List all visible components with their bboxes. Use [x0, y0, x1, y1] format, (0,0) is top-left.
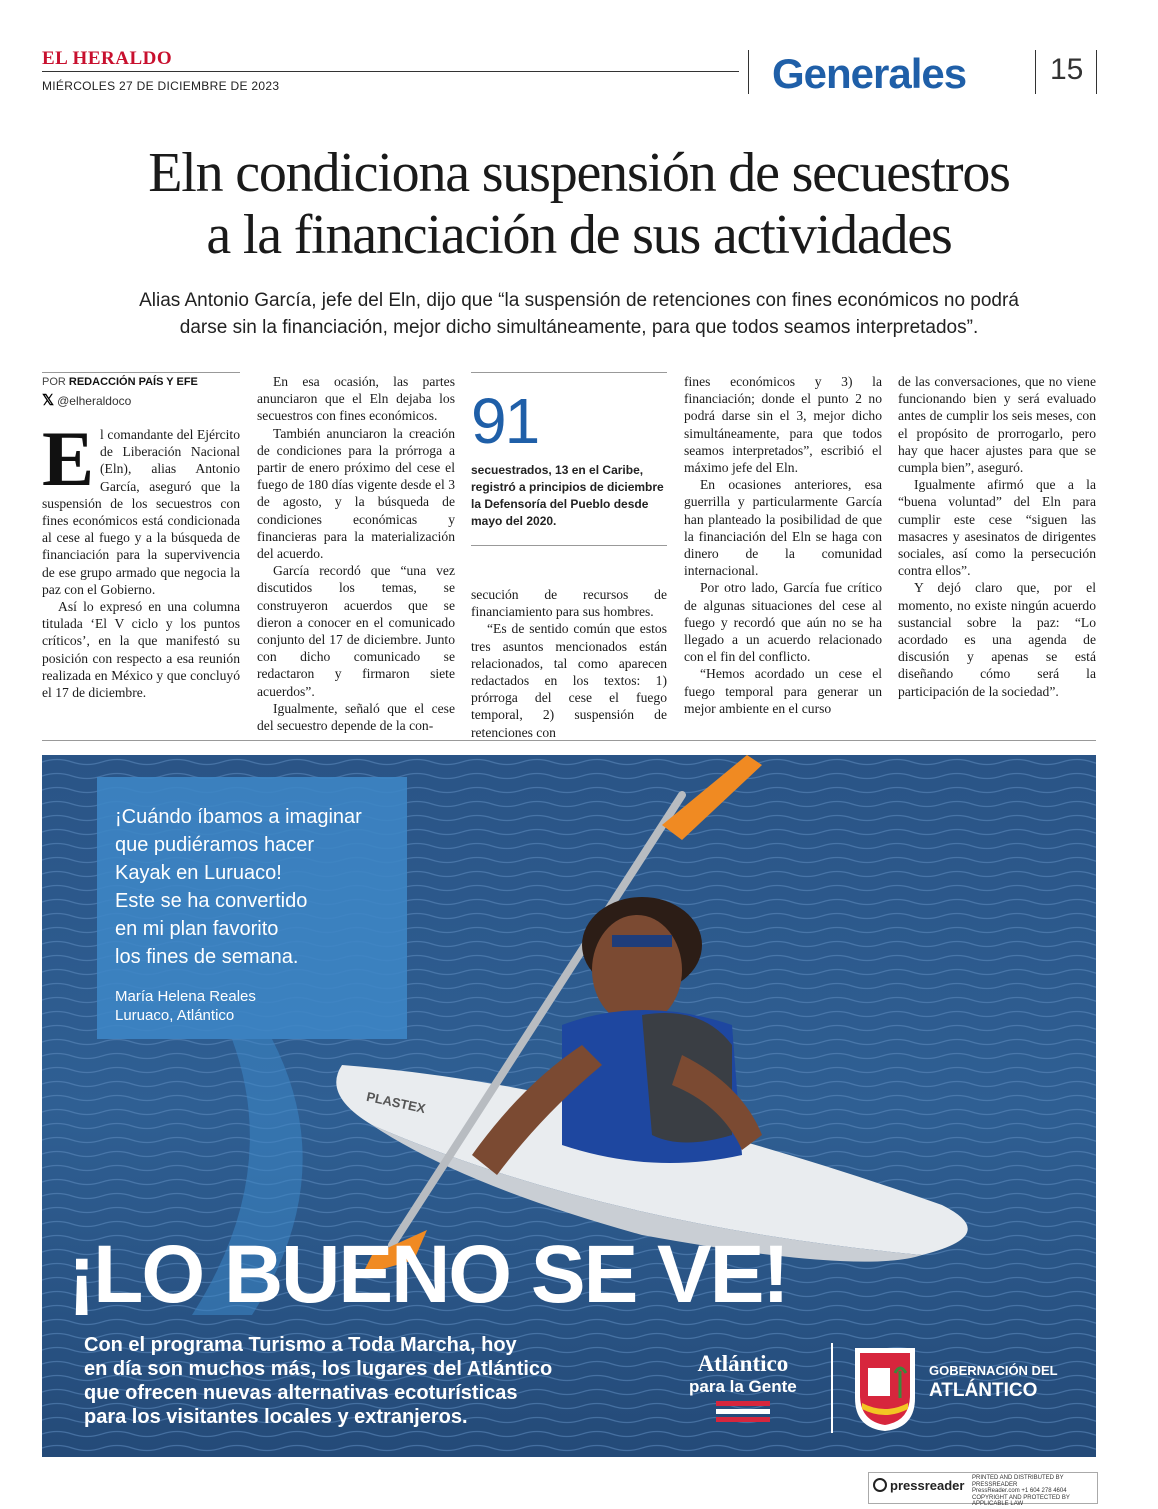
info-line: PressReader.com +1 604 278 4604	[972, 1488, 1067, 1494]
quote-line: Este se ha convertido	[115, 890, 308, 912]
header-divider	[748, 50, 749, 94]
article-paragraph: En ocasiones anteriores, esa guerrilla y particularmente García han planteado la posibilidad de que la financiación del Eln se haga con dinero de la comunidad internacional.	[684, 477, 882, 579]
ad-slogan: ¡LO BUENO SE VE!	[68, 1229, 788, 1320]
ad-body-text	[84, 1333, 684, 1429]
article-paragraph: En esa ocasión, las partes anunciaron que el Eln dejaba los secuestros con fines económicos.	[257, 374, 455, 424]
gov-line: GOBERNACIÓN DEL	[929, 1363, 1058, 1378]
x-logo-icon: 𝕏	[42, 392, 55, 409]
pressreader-badge[interactable]	[868, 1472, 1098, 1507]
article-paragraph: Así lo expresó en una columna titulada ‘El V ciclo y los puntos críticos’, en la que manifestó su posición con respecto a esa reunión realizada en México y que concluyó el 17 de diciembre.	[42, 599, 240, 701]
page-number: 15	[1050, 53, 1084, 86]
article-paragraph: El comandante del Ejército de Liberación Nacional (Eln), alias Antonio García, aseguró que la suspensión de los secuestros con fines económicos está condicionada al cese al fuego y a la búsqueda de financiación para la supervivencia de ese grupo armado que negocia la paz con el Gobierno.	[42, 415, 240, 597]
article-paragraph: “Hemos acordado un cese el fuego temporal para generar un mejor ambiente en el curso	[684, 666, 882, 716]
quote-line: ¡Cuándo íbamos a imaginar	[115, 806, 362, 828]
byline-name: REDACCIÓN PAÍS Y EFE	[68, 376, 198, 388]
article-paragraph: García recordó que “una vez discutidos los temas, se construyeron acuerdos que se dieron a conocer en el comunicado conjunto del 17 de diciembre. Junto con dicho comunicado se redactaron y firmaron siete acuerdos”.	[257, 563, 455, 699]
pressreader-icon	[873, 1478, 887, 1492]
section-title: Generales	[772, 50, 967, 97]
quote-line: que pudiéramos hacer	[115, 834, 315, 856]
article-paragraph: secución de recursos de financiamiento para sus hombres.	[471, 587, 667, 620]
ad-body-line: para los visitantes locales y extranjeros.	[84, 1406, 468, 1428]
signature-name: María Helena Reales	[115, 988, 256, 1005]
headline-line: a la financiación de sus actividades	[206, 204, 952, 266]
byline-prefix: POR	[42, 376, 66, 388]
ad-body-line: que ofrecen nuevas alternativas ecoturísticas	[84, 1382, 518, 1404]
article-column-4	[684, 373, 882, 717]
deck-line: darse sin la financiación, mejor dicho simultáneamente, para que todos seamos interpretados”.	[179, 317, 979, 338]
headline-line: Eln condiciona suspensión de secuestros	[148, 142, 1010, 204]
article-column-5	[898, 373, 1096, 700]
info-line: PRINTED AND DISTRIBUTED BY PRESSREADER	[972, 1475, 1064, 1488]
header-divider	[1096, 50, 1097, 94]
section-rule	[42, 740, 1096, 741]
brand-line: Atlántico	[697, 1351, 789, 1376]
gov-line: ATLÁNTICO	[929, 1380, 1038, 1401]
testimonial-quote	[115, 803, 415, 971]
quote-line: Kayak en Luruaco!	[115, 862, 282, 884]
article-headline	[40, 142, 1118, 266]
article-column-3	[471, 586, 667, 741]
article-paragraph: También anunciaron la creación de condiciones para la prórroga a partir de enero próximo del cese el fuego de 180 días vigente desde el 3 de agosto, y la búsqueda de condiciones económicas y financieras para la materialización del acuerdo.	[257, 425, 455, 562]
article-deck	[40, 287, 1118, 341]
tourism-advertisement[interactable]	[42, 755, 1096, 1457]
pressreader-info	[972, 1475, 1094, 1508]
kayak-brand-text: PLASTEX	[365, 1088, 427, 1117]
article-paragraph: “Es de sentido común que estos tres asuntos mencionados están relacionados, tal como aparecen redactados en los textos: 1) prórroga del cese el fuego temporal, 2) suspensión de retenciones con	[471, 621, 667, 740]
header-rule	[42, 71, 739, 72]
gobernacion-logo-text	[929, 1361, 1058, 1401]
article-column-2	[257, 373, 455, 734]
info-line: COPYRIGHT AND PROTECTED BY APPLICABLE LAW	[972, 1494, 1070, 1507]
coat-of-arms-icon	[850, 1343, 920, 1433]
ad-body-line: en día son muchos más, los lugares del Atlántico	[84, 1358, 553, 1380]
article-paragraph: fines económicos y 3) la financiación; donde el punto 2 no podrá darse sin el 3, mejor dicho simultáneamente, para que todos seamos interpretados”, escribió el máximo jefe del Eln.	[684, 374, 882, 476]
logo-divider	[831, 1343, 833, 1433]
drop-cap: E	[42, 415, 95, 502]
article-paragraph: Por otro lado, García fue crítico de algunas situaciones del cese al fuego y recordó que aún no se ha llegado a un acuerdo relacionado con el fin del conflicto.	[684, 580, 882, 665]
byline	[42, 372, 240, 388]
signature-place: Luruaco, Atlántico	[115, 1007, 235, 1024]
stat-caption: secuestrados, 13 en el Caribe, registró a principios de diciembre la Defensoría del Pueblo desde mayo del 2020.	[471, 463, 664, 528]
article-paragraph: Igualmente, señaló que el cese del secuestro depende de la con-	[257, 700, 455, 734]
flag-stripes-icon	[708, 1401, 778, 1423]
article-paragraph: Y dejó claro que, por el momento, no existe ningún acuerdo sustancial sobre la paz: “Lo acordado es una agenda de discusión y apenas se está diseñando cómo será la participación de la sociedad”.	[898, 580, 1096, 699]
stat-number: 91	[471, 385, 539, 457]
handle-text: @elheraldoco	[57, 394, 132, 408]
ad-body-line: Con el programa Turismo a Toda Marcha, hoy	[84, 1334, 517, 1356]
social-handle[interactable]	[42, 391, 131, 409]
brand-line: para la Gente	[689, 1377, 797, 1396]
article-column-1	[42, 415, 240, 701]
pressreader-logo: pressreader	[873, 1478, 964, 1493]
article-paragraph: Igualmente afirmó que a la “buena voluntad” del Eln para cumplir este cese “siguen las masacres y asesinatos de dirigentes sociales, así como la persecución contra ellos”.	[898, 477, 1096, 579]
header-divider	[1035, 50, 1036, 94]
quote-line: en mi plan favorito	[115, 918, 279, 940]
quote-line: los fines de semana.	[115, 946, 299, 968]
testimonial-signature	[115, 987, 256, 1025]
masthead-logo: EL HERALDO	[42, 48, 173, 69]
deck-line: Alias Antonio García, jefe del Eln, dijo que “la suspensión de retenciones con fines económicos no podrá	[139, 290, 1019, 311]
article-paragraph: de las conversaciones, que no viene funcionando bien y será evaluado antes de cumplir los seis meses, con el propósito de prorrogarlo, pero hay que hacer ajustes para que se cumpla bien”, aseguró.	[898, 374, 1096, 476]
publication-date: MIÉRCOLES 27 DE DICIEMBRE DE 2023	[42, 79, 280, 93]
atlantico-para-la-gente-logo	[689, 1351, 797, 1428]
